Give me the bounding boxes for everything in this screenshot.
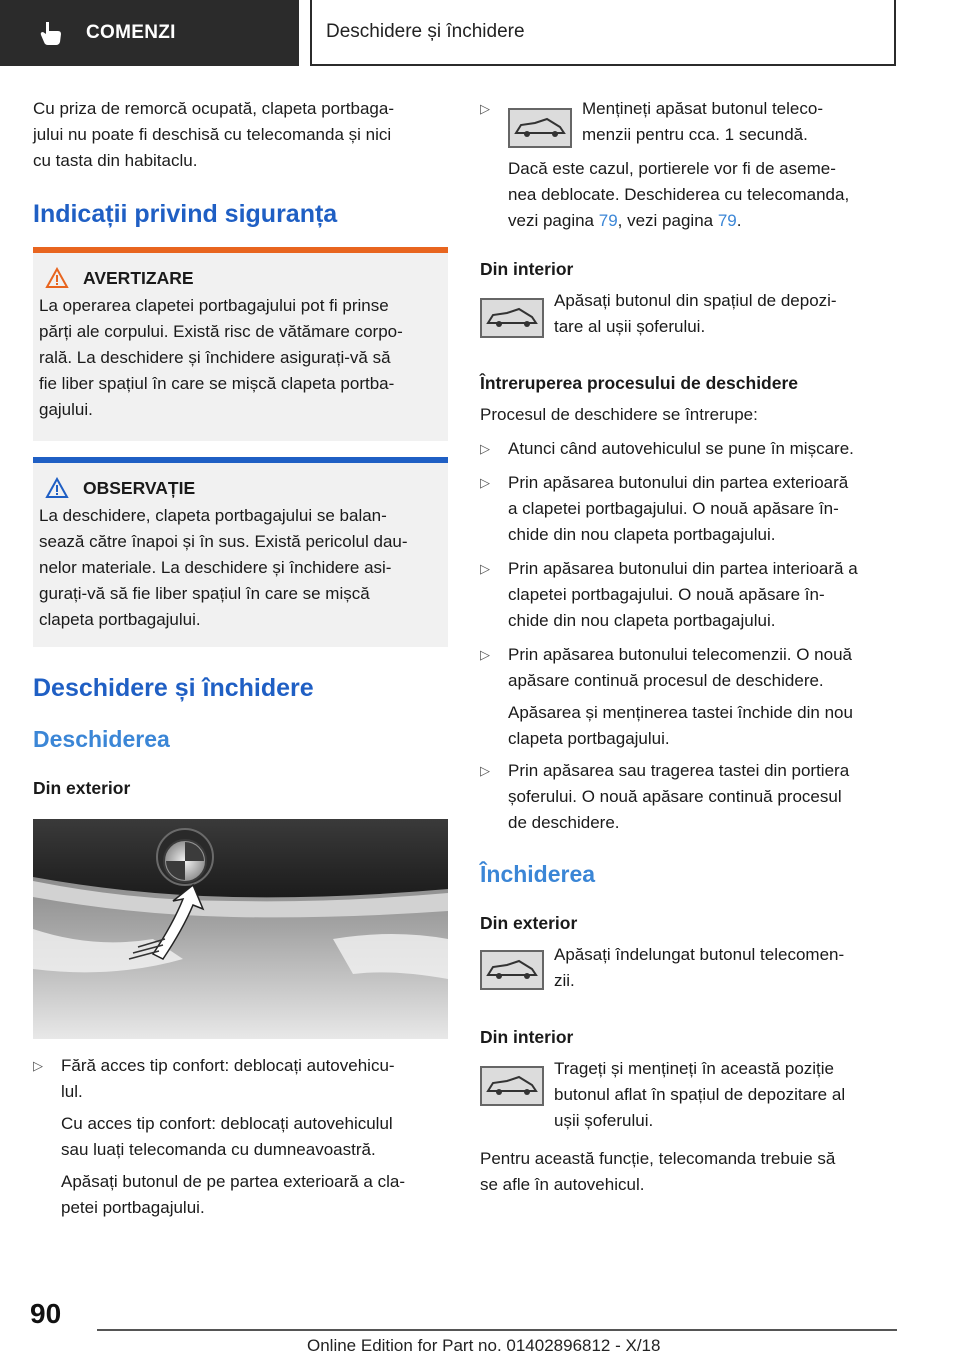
warning-text: La operarea clapetei portbagajului pot fi prinse părți ale corpului. Există risc de vătămare corpo- rală. La deschidere și închidere asigurați-vă să fie liber spațiul în care se mișcă clapeta portba- gajului. bbox=[39, 296, 403, 419]
closing-note: Pentru această funcție, telecomanda trebuie să se afle în autovehicul. bbox=[480, 1149, 836, 1194]
section-title: COMENZI bbox=[86, 22, 176, 43]
triangle-bullet-icon: ▷ bbox=[480, 441, 490, 456]
interior-text: Apăsați butonul din spațiul de depozi- tare al ușii șoferului. bbox=[554, 291, 837, 336]
remote-hold-text: Mențineți apăsat butonul teleco- menzii pentru cca. 1 secundă. bbox=[582, 99, 823, 144]
bullet-paragraph: Cu acces tip confort: deblocați autovehiculul sau luați telecomanda cu dumneavoastră. bbox=[61, 1114, 393, 1159]
notice-text: La deschidere, clapeta portbagajului se balan- sează către înapoi și în sus. Există pericolul dau- nelor materiale. La deschidere și închidere asi- gurați-vă să fie liber spațiul în care se mișcă clapeta portbagajului. bbox=[39, 506, 408, 629]
triangle-bullet-icon: ▷ bbox=[480, 647, 490, 662]
topic-tab bbox=[310, 0, 896, 66]
page-number: 90 bbox=[30, 1298, 62, 1329]
edition-text: Online Edition for Part no. 01402896812 - X/18 bbox=[307, 1336, 661, 1355]
notice-box bbox=[33, 457, 448, 647]
interrupt-item: Prin apăsarea butonului din partea interioară a clapetei portbagajului. O nouă apăsare în- chide din nou clapeta portbagajului. bbox=[508, 559, 858, 630]
list-item bbox=[480, 436, 900, 462]
warning-triangle-icon bbox=[45, 267, 69, 289]
car-trunk-key-icon bbox=[480, 950, 544, 990]
list-item bbox=[480, 758, 900, 836]
interrupt-item: Prin apăsarea butonului telecomenzii. O nouă apăsare continuă procesul de deschidere. bbox=[508, 645, 852, 690]
closing-interior-text: Trageți și mențineți în această poziție butonul aflat în spațiul de depozitare al ușii șoferului. bbox=[554, 1059, 846, 1130]
remote-hold-note-a: Dacă este cazul, portierele vor fi de aseme- nea deblocate. Deschiderea cu telecomanda, vezi pagina bbox=[508, 159, 850, 230]
left-column bbox=[33, 96, 448, 1221]
page-header bbox=[0, 0, 960, 66]
list-item bbox=[480, 470, 900, 548]
exterior-heading: Din exterior bbox=[33, 778, 131, 798]
notice-title: OBSERVAȚIE bbox=[83, 477, 196, 498]
interrupt-item: Prin apăsarea butonului din partea exterioară a clapetei portbagajului. O nouă apăsare în- chide din nou clapeta portbagajului. bbox=[508, 473, 849, 544]
closing-heading: Închiderea bbox=[480, 861, 596, 887]
warning-box bbox=[33, 247, 448, 441]
closing-interior-row bbox=[480, 1056, 900, 1134]
safety-heading: Indicații privind siguranța bbox=[33, 200, 338, 228]
hand-pointer-icon bbox=[38, 20, 64, 46]
triangle-bullet-icon: ▷ bbox=[480, 561, 490, 576]
remote-extra-text: Apăsarea și menținerea tastei închide din nou clapeta portbagajului. bbox=[508, 703, 853, 748]
section-heading: Deschidere și închidere bbox=[33, 674, 314, 702]
remote-hold-note bbox=[480, 156, 900, 234]
section-tab bbox=[0, 0, 299, 66]
bullet-text: Fără acces tip confort: deblocați autovehicu- lul. bbox=[61, 1056, 395, 1101]
list-item bbox=[33, 1053, 448, 1105]
page-link[interactable]: 79 bbox=[598, 211, 618, 230]
intro-paragraph: Cu priza de remorcă ocupată, clapeta portbaga- jului nu poate fi deschisă cu telecomanda și nici cu tasta din habitaclu. bbox=[33, 99, 394, 170]
warning-title: AVERTIZARE bbox=[83, 267, 194, 288]
remote-hold-note-c: . bbox=[736, 211, 742, 230]
interrupt-heading: Întreruperea procesului de deschidere bbox=[480, 373, 799, 393]
closing-exterior-text: Apăsați îndelungat butonul telecomen- zii. bbox=[554, 945, 845, 990]
interior-heading: Din interior bbox=[480, 259, 574, 279]
triangle-bullet-icon: ▷ bbox=[480, 763, 490, 778]
footer-divider bbox=[97, 1329, 897, 1331]
tailgate-illustration bbox=[33, 819, 448, 1039]
right-column bbox=[480, 96, 900, 1198]
triangle-bullet-icon: ▷ bbox=[33, 1058, 43, 1073]
warning-triangle-icon bbox=[45, 477, 69, 499]
interrupt-item: Prin apăsarea sau tragerea tastei din portiera șoferului. O nouă apăsare continuă procesul de deschidere. bbox=[508, 761, 850, 832]
closing-interior-heading: Din interior bbox=[480, 1027, 574, 1047]
interrupt-item: Atunci când autovehiculul se pune în mișcare. bbox=[508, 439, 854, 458]
car-trunk-key-icon bbox=[508, 108, 572, 148]
warning-bar bbox=[33, 247, 448, 253]
interior-row bbox=[480, 288, 900, 340]
car-trunk-key-icon bbox=[480, 298, 544, 338]
triangle-bullet-icon: ▷ bbox=[480, 101, 490, 116]
remote-hold-row bbox=[508, 96, 823, 148]
bullet-paragraph: Apăsați butonul de pe partea exterioară a cla- petei portbagajului. bbox=[61, 1172, 406, 1217]
list-item bbox=[480, 96, 900, 148]
notice-title-row bbox=[45, 477, 440, 499]
warning-title-row bbox=[45, 267, 440, 289]
list-item bbox=[480, 642, 900, 694]
opening-heading: Deschiderea bbox=[33, 726, 170, 752]
tailgate-photo bbox=[33, 819, 448, 1039]
closing-exterior-row bbox=[480, 942, 900, 994]
triangle-bullet-icon: ▷ bbox=[480, 475, 490, 490]
list-item bbox=[480, 556, 900, 634]
remote-hold-note-b: , vezi pagina bbox=[617, 211, 718, 230]
notice-bar bbox=[33, 457, 448, 463]
closing-exterior-heading: Din exterior bbox=[480, 913, 578, 933]
interrupt-intro: Procesul de deschidere se întrerupe: bbox=[480, 405, 758, 424]
page-link[interactable]: 79 bbox=[717, 211, 737, 230]
car-trunk-key-icon bbox=[480, 1066, 544, 1106]
page-topic: Deschidere și închidere bbox=[326, 21, 525, 42]
